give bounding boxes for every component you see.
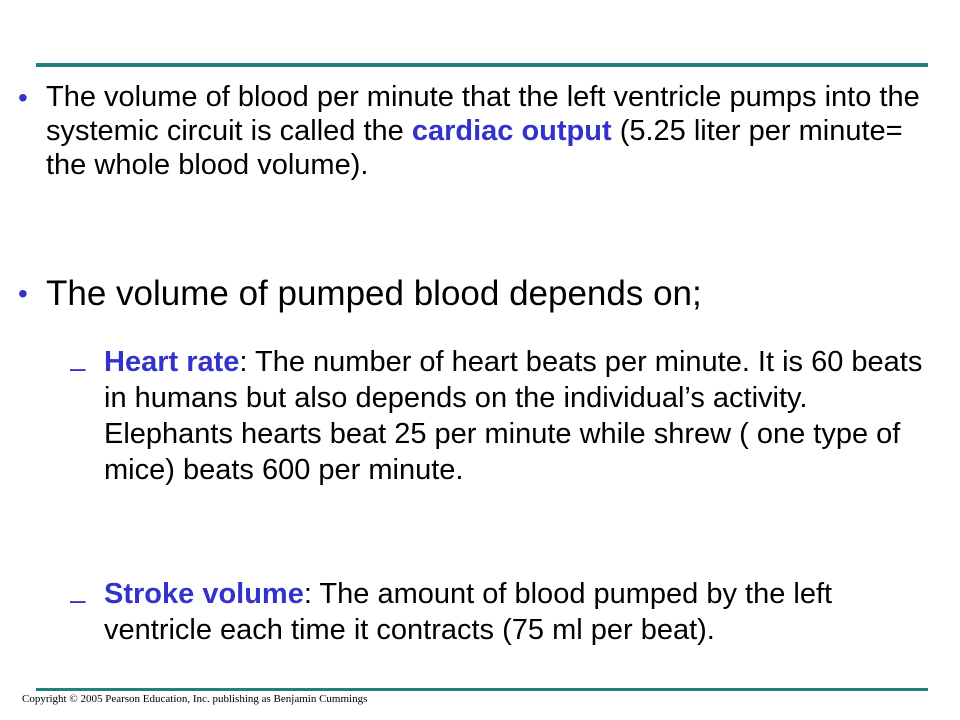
bullet-text — [46, 80, 926, 182]
term-heart-rate: Heart rate — [104, 346, 240, 378]
term-stroke-volume: Stroke volume — [104, 578, 304, 610]
heart-rate-description: : The number of heart beats per minute. It is 60 beats in humans but also depends on the individual’s activity. Elephants hearts beat 25 per minute while shrew ( one type of mice) beats 600 per minute. — [104, 346, 923, 486]
bullet-text-part2: (5.25 liter per minute= the whole blood volume). — [46, 115, 903, 181]
bullet-heading-text: The volume of pumped blood depends on; — [46, 274, 702, 313]
bottom-divider-line — [36, 688, 928, 691]
bullet-icon: • — [18, 278, 28, 309]
bullet-text-part1: The volume of blood per minute that the left ventricle pumps into the systemic circuit is called the — [46, 81, 920, 147]
term-cardiac-output: cardiac output — [411, 115, 612, 147]
dash-icon: – — [70, 584, 86, 615]
top-divider-line — [36, 63, 928, 67]
copyright-footer: Copyright © 2005 Pearson Education, Inc. publishing as Benjamin Cummings — [22, 693, 368, 705]
subbullet-text — [104, 344, 944, 488]
dash-icon: – — [70, 352, 86, 383]
subbullet-text — [104, 576, 944, 648]
bullet-icon: • — [18, 82, 28, 113]
stroke-volume-description: : The amount of blood pumped by the left ventricle each time it contracts (75 ml per beat). — [104, 578, 833, 646]
